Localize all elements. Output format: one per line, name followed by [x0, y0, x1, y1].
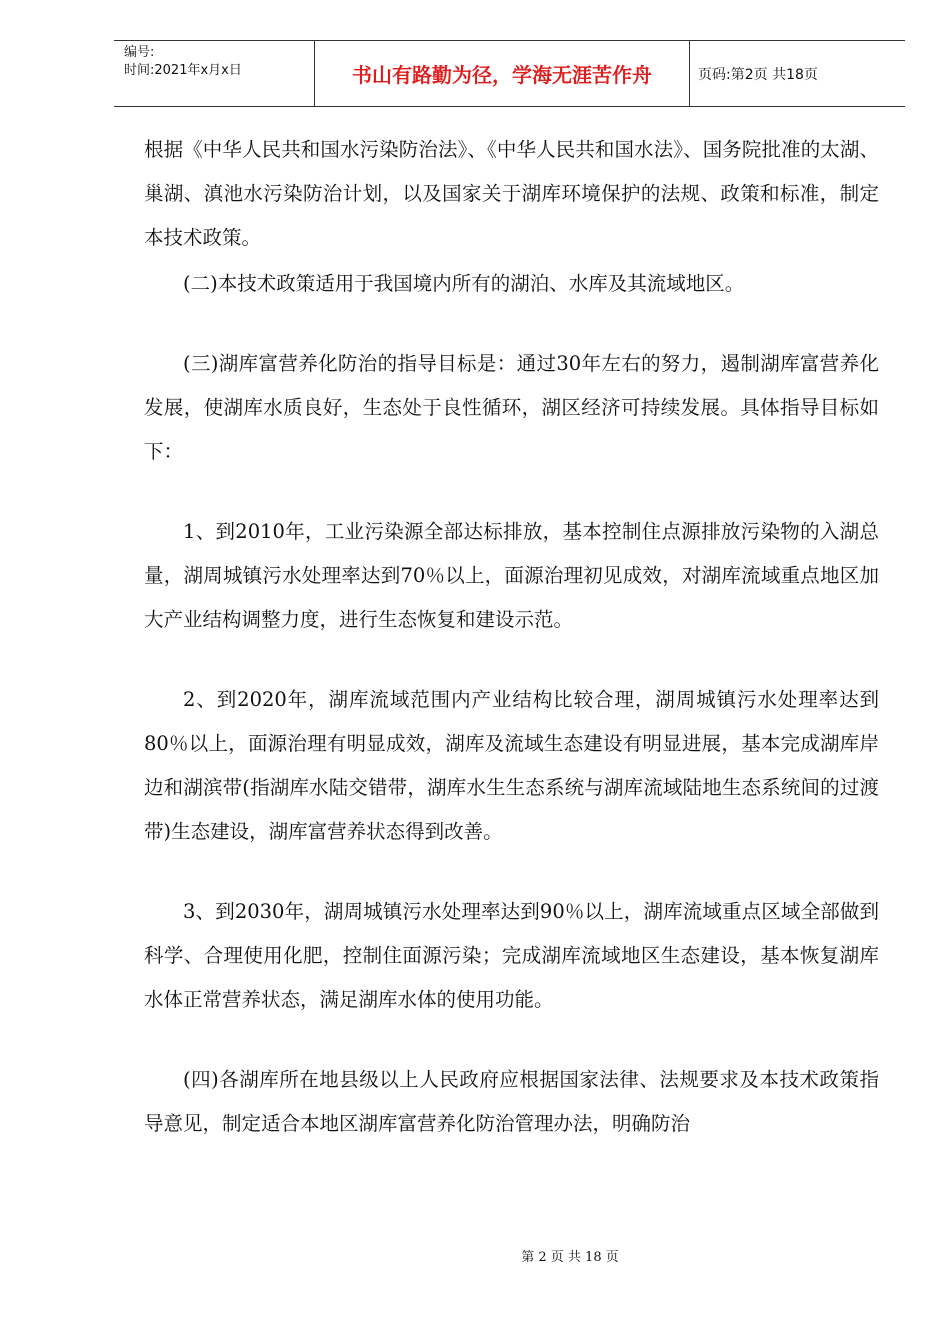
- header-meta: [114, 41, 314, 106]
- document-time-label: 时间:2021年x月x日: [124, 63, 242, 78]
- page-footer: [0, 1246, 950, 1265]
- document-number-label: 编号:: [124, 45, 155, 60]
- motto-text: 书山有路勤为径，学海无涯苦作舟: [352, 63, 652, 87]
- paragraph: 根据《中华人民共和国水污染防治法》、《中华人民共和国水法》、国务院批准的太湖、巢湖、滇池水污染防治计划，以及国家关于湖库环境保护的法规、政策和标准，制定本技术政策。: [144, 138, 879, 249]
- paragraph: (二)本技术政策适用于我国境内所有的湖泊、水库及其流域地区。: [183, 272, 745, 295]
- document-body: [144, 128, 879, 1146]
- header-motto-cell: [314, 41, 690, 106]
- page-header: [114, 40, 905, 107]
- paragraph: 2、到2020年，湖库流域范围内产业结构比较合理，湖周城镇污水处理率达到80％以上，面源治理有明显成效，湖库及流域生态建设有明显进展，基本完成湖库岸边和湖滨带(指湖库水陆交错带，湖库水生生态系统与湖库流域陆地生态系统间的过渡带)生态建设，湖库富营养状态得到改善。: [144, 688, 879, 843]
- header-page-info: 页码:第2页 共18页: [698, 66, 818, 83]
- paragraph: 3、到2030年，湖周城镇污水处理率达到90％以上，湖库流域重点区域全部做到科学、合理使用化肥，控制住面源污染；完成湖库流域地区生态建设，基本恢复湖库水体正常营养状态，满足湖库水体的使用功能。: [144, 900, 879, 1011]
- header-page-cell: [690, 41, 905, 106]
- paragraph: (四)各湖库所在地县级以上人民政府应根据国家法律、法规要求及本技术政策指导意见，制定适合本地区湖库富营养化防治管理办法，明确防治: [144, 1068, 879, 1135]
- footer-page-number: 第 2 页 共 18 页: [521, 1250, 619, 1265]
- paragraph: (三)湖库富营养化防治的指导目标是：通过30年左右的努力，遏制湖库富营养化发展，使湖库水质良好，生态处于良性循环，湖区经济可持续发展。具体指导目标如下：: [144, 352, 879, 463]
- paragraph: 1、到2010年，工业污染源全部达标排放，基本控制住点源排放污染物的入湖总量，湖周城镇污水处理率达到70％以上，面源治理初见成效，对湖库流域重点地区加大产业结构调整力度，进行生态恢复和建设示范。: [144, 520, 879, 631]
